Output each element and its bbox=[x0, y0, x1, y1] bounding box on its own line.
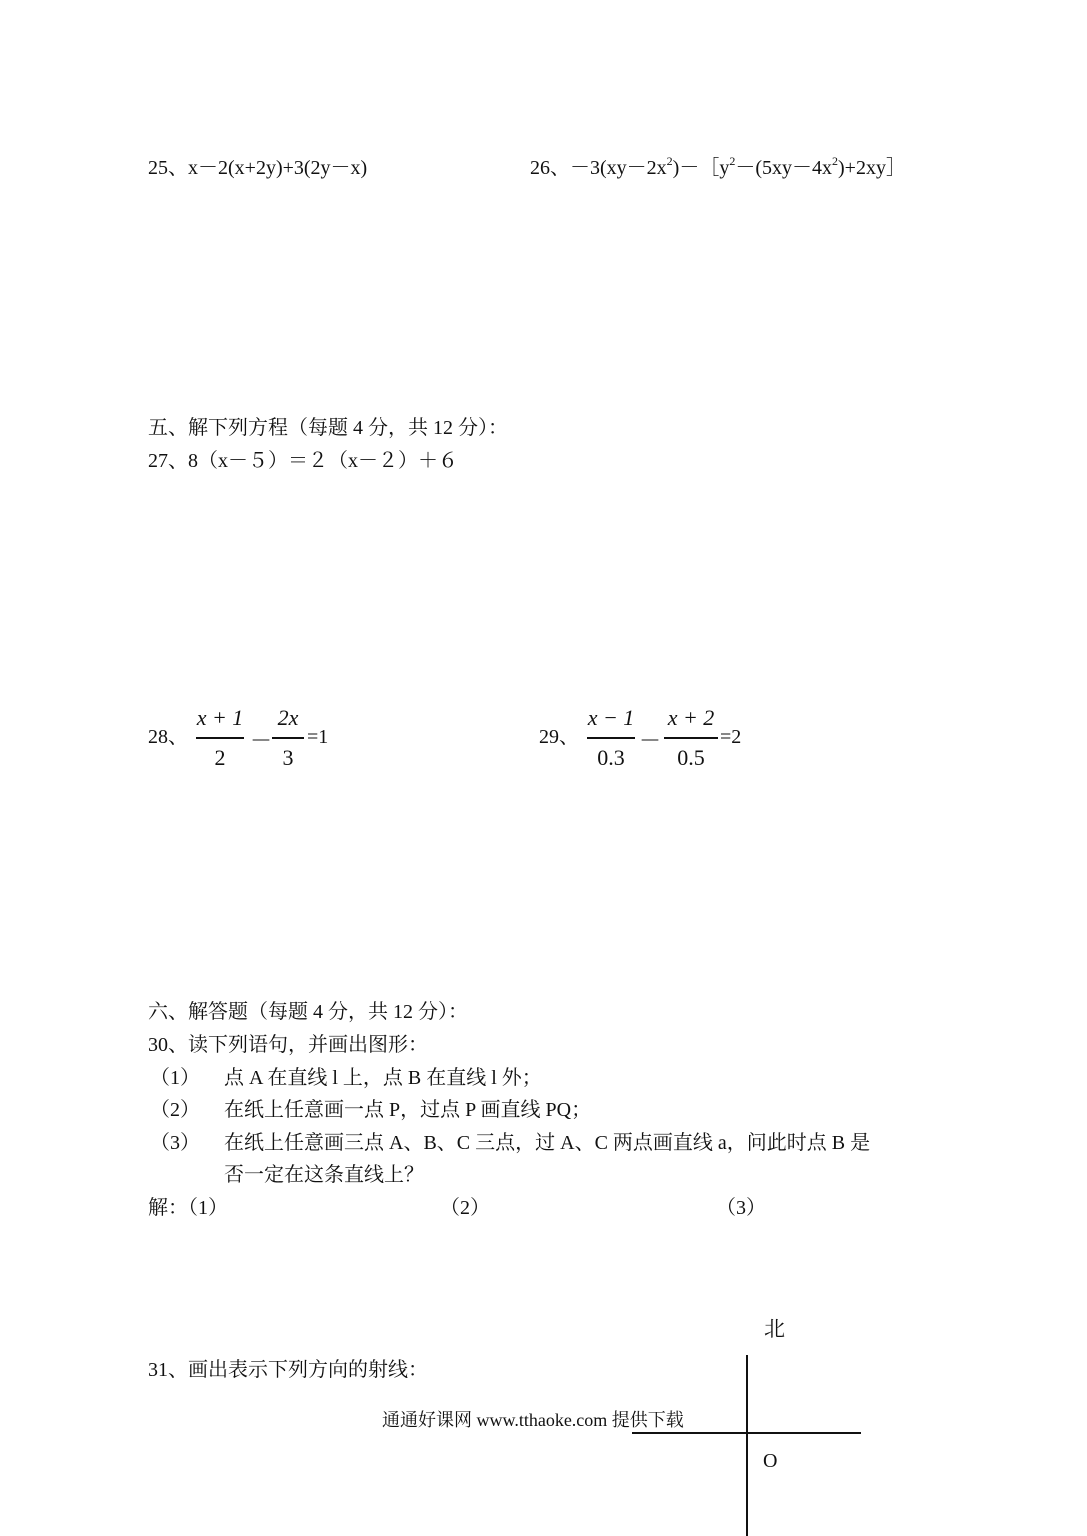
problem-26-part-d: )+2xy］ bbox=[838, 157, 906, 179]
problem-29-fraction-2 bbox=[664, 707, 718, 769]
fraction-numerator: x + 2 bbox=[667, 705, 715, 730]
footer-watermark: 通通好课网 www.tthaoke.com 提供下载 bbox=[382, 1410, 684, 1430]
problem-27: 27、8（x－５）＝２（x－２）＋６ bbox=[148, 450, 458, 472]
answer-label-3: （3） bbox=[716, 1197, 766, 1219]
minus-sign: － bbox=[250, 728, 273, 753]
problem-25-number: 25、 bbox=[148, 157, 188, 179]
answer-label-1: 解：（1） bbox=[148, 1197, 228, 1219]
exponent: 2 bbox=[666, 154, 673, 168]
problem-26-part-c: －(5xy－4x bbox=[735, 157, 833, 179]
problem-28-fraction-1 bbox=[196, 707, 244, 769]
fraction-numerator: x + 1 bbox=[196, 705, 244, 730]
fraction-numerator: 2x bbox=[277, 705, 299, 730]
problem-25 bbox=[148, 158, 367, 178]
fraction-bar bbox=[664, 737, 718, 739]
answer-label-2: （2） bbox=[440, 1197, 490, 1219]
compass-north-label: 北 bbox=[764, 1317, 785, 1341]
fraction-denominator: 0.5 bbox=[677, 745, 705, 770]
compass-vertical-axis bbox=[746, 1355, 748, 1536]
fraction-bar bbox=[272, 737, 304, 739]
problem-30-title: 30、读下列语句，并画出图形： bbox=[148, 1034, 428, 1056]
problem-26-part-a: －3(xy－2x bbox=[570, 157, 667, 179]
problem-28-number: 28、 bbox=[148, 726, 188, 748]
fraction-denominator: 3 bbox=[282, 745, 294, 770]
fraction-denominator: 2 bbox=[214, 745, 226, 770]
fraction-bar bbox=[587, 737, 635, 739]
minus-sign: － bbox=[639, 728, 662, 753]
problem-26-part-b: )－［y bbox=[672, 157, 730, 179]
problem-30-item-1-label: （1） bbox=[150, 1067, 200, 1089]
problem-29-fraction-1 bbox=[587, 707, 635, 769]
problem-31-title: 31、画出表示下列方向的射线： bbox=[148, 1359, 428, 1381]
problem-30-item-3-continuation: 否一定在这条直线上？ bbox=[224, 1164, 424, 1186]
problem-26-number: 26、 bbox=[530, 157, 570, 179]
problem-30-item-1-text: 点 A 在直线 l 上，点 B 在直线 l 外； bbox=[224, 1067, 542, 1089]
problem-28-rhs: =1 bbox=[307, 726, 329, 748]
problem-29-rhs: =2 bbox=[720, 726, 742, 748]
fraction-denominator: 0.3 bbox=[597, 745, 625, 770]
section-6-title: 六、解答题（每题 4 分，共 12 分）： bbox=[148, 1001, 468, 1023]
problem-25-expression: x－2(x+2y)+3(2y－x) bbox=[188, 157, 368, 179]
exponent: 2 bbox=[729, 154, 736, 168]
problem-30-item-2-label: （2） bbox=[150, 1099, 200, 1121]
compass-origin-label: O bbox=[763, 1450, 778, 1472]
exponent: 2 bbox=[832, 154, 839, 168]
fraction-bar bbox=[196, 737, 244, 739]
compass-horizontal-axis bbox=[632, 1432, 861, 1434]
problem-30-item-2-text: 在纸上任意画一点 P，过点 P 画直线 PQ； bbox=[224, 1099, 592, 1121]
problem-26 bbox=[530, 154, 906, 179]
problem-28-fraction-2 bbox=[272, 707, 304, 769]
problem-29-number: 29、 bbox=[539, 726, 579, 748]
section-5-title: 五、解下列方程（每题 4 分，共 12 分）： bbox=[148, 417, 508, 439]
fraction-numerator: x − 1 bbox=[587, 705, 635, 730]
problem-30-item-3-label: （3） bbox=[150, 1132, 200, 1154]
problem-30-item-3-text: 在纸上任意画三点 A、B、C 三点，过 A、C 两点画直线 a，问此时点 B 是 bbox=[224, 1132, 871, 1154]
